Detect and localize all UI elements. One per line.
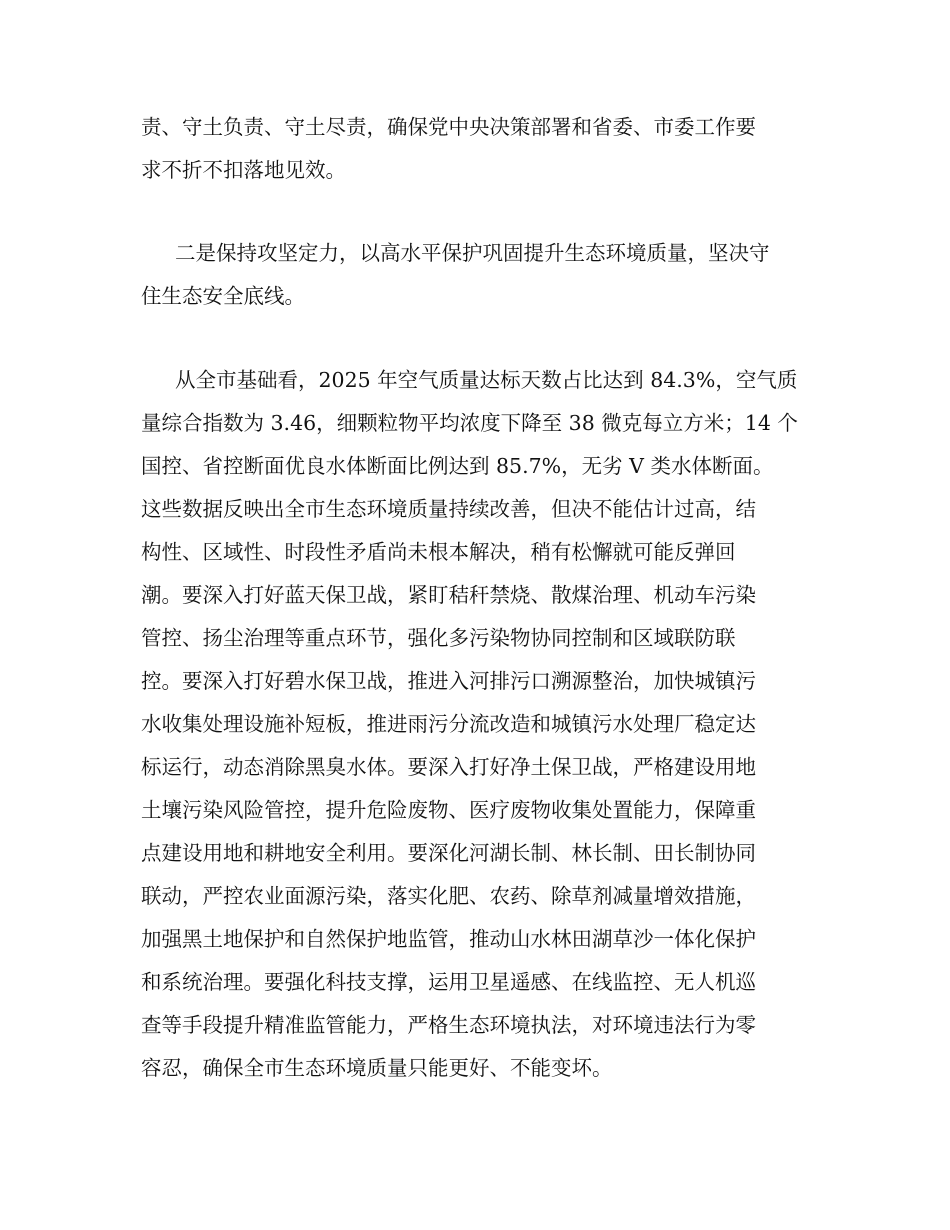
text-line: 控。要深入打好碧水保卫战，推进入河排污口溯源整治，加快城镇污 [141,669,756,693]
text-line: 从全市基础看，2025 年空气质量达标天数占比达到 84.3%，空气质 [175,368,798,392]
paragraph-continuation [141,106,756,192]
text-line: 住生态安全底线。 [141,284,305,308]
text-line: 标运行，动态消除黑臭水体。要深入打好净土保卫战，严格建设用地 [141,755,756,779]
text-line: 这些数据反映出全市生态环境质量持续改善，但决不能估计过高，结 [141,497,756,521]
text-line: 量综合指数为 3.46，细颗粒物平均浓度下降至 38 微克每立方米；14 个 [141,411,798,435]
paragraph-body [141,359,798,1090]
text-line: 点建设用地和耕地安全利用。要深化河湖长制、林长制、田长制协同 [141,841,756,865]
text-line: 查等手段提升精准监管能力，严格生态环境执法，对环境违法行为零 [141,1013,756,1037]
text-line: 水收集处理设施补短板，推进雨污分流改造和城镇污水处理厂稳定达 [141,712,756,736]
text-line: 构性、区域性、时段性矛盾尚未根本解决，稍有松懈就可能反弹回 [141,540,736,564]
text-line: 潮。要深入打好蓝天保卫战，紧盯秸秆禁烧、散煤治理、机动车污染 [141,583,756,607]
text-line: 国控、省控断面优良水体断面比例达到 85.7%，无劣 Ⅴ 类水体断面。 [141,454,774,478]
text-line: 联动，严控农业面源污染，落实化肥、农药、除草剂减量增效措施， [141,884,756,908]
text-line: 管控、扬尘治理等重点环节，强化多污染物协同控制和区域联防联 [141,626,736,650]
text-line: 加强黑土地保护和自然保护地监管，推动山水林田湖草沙一体化保护 [141,927,756,951]
text-line: 和系统治理。要强化科技支撑，运用卫星遥感、在线监控、无人机巡 [141,970,756,994]
text-line: 求不折不扣落地见效。 [141,158,346,182]
text-line: 土壤污染风险管控，提升危险废物、医疗废物收集处置能力，保障重 [141,798,756,822]
text-line: 容忍，确保全市生态环境质量只能更好、不能变坏。 [141,1056,613,1080]
text-line: 二是保持攻坚定力，以高水平保护巩固提升生态环境质量，坚决守 [175,241,770,265]
paragraph-section-heading [141,232,770,318]
text-line: 责、守土负责、守土尽责，确保党中央决策部署和省委、市委工作要 [141,115,756,139]
